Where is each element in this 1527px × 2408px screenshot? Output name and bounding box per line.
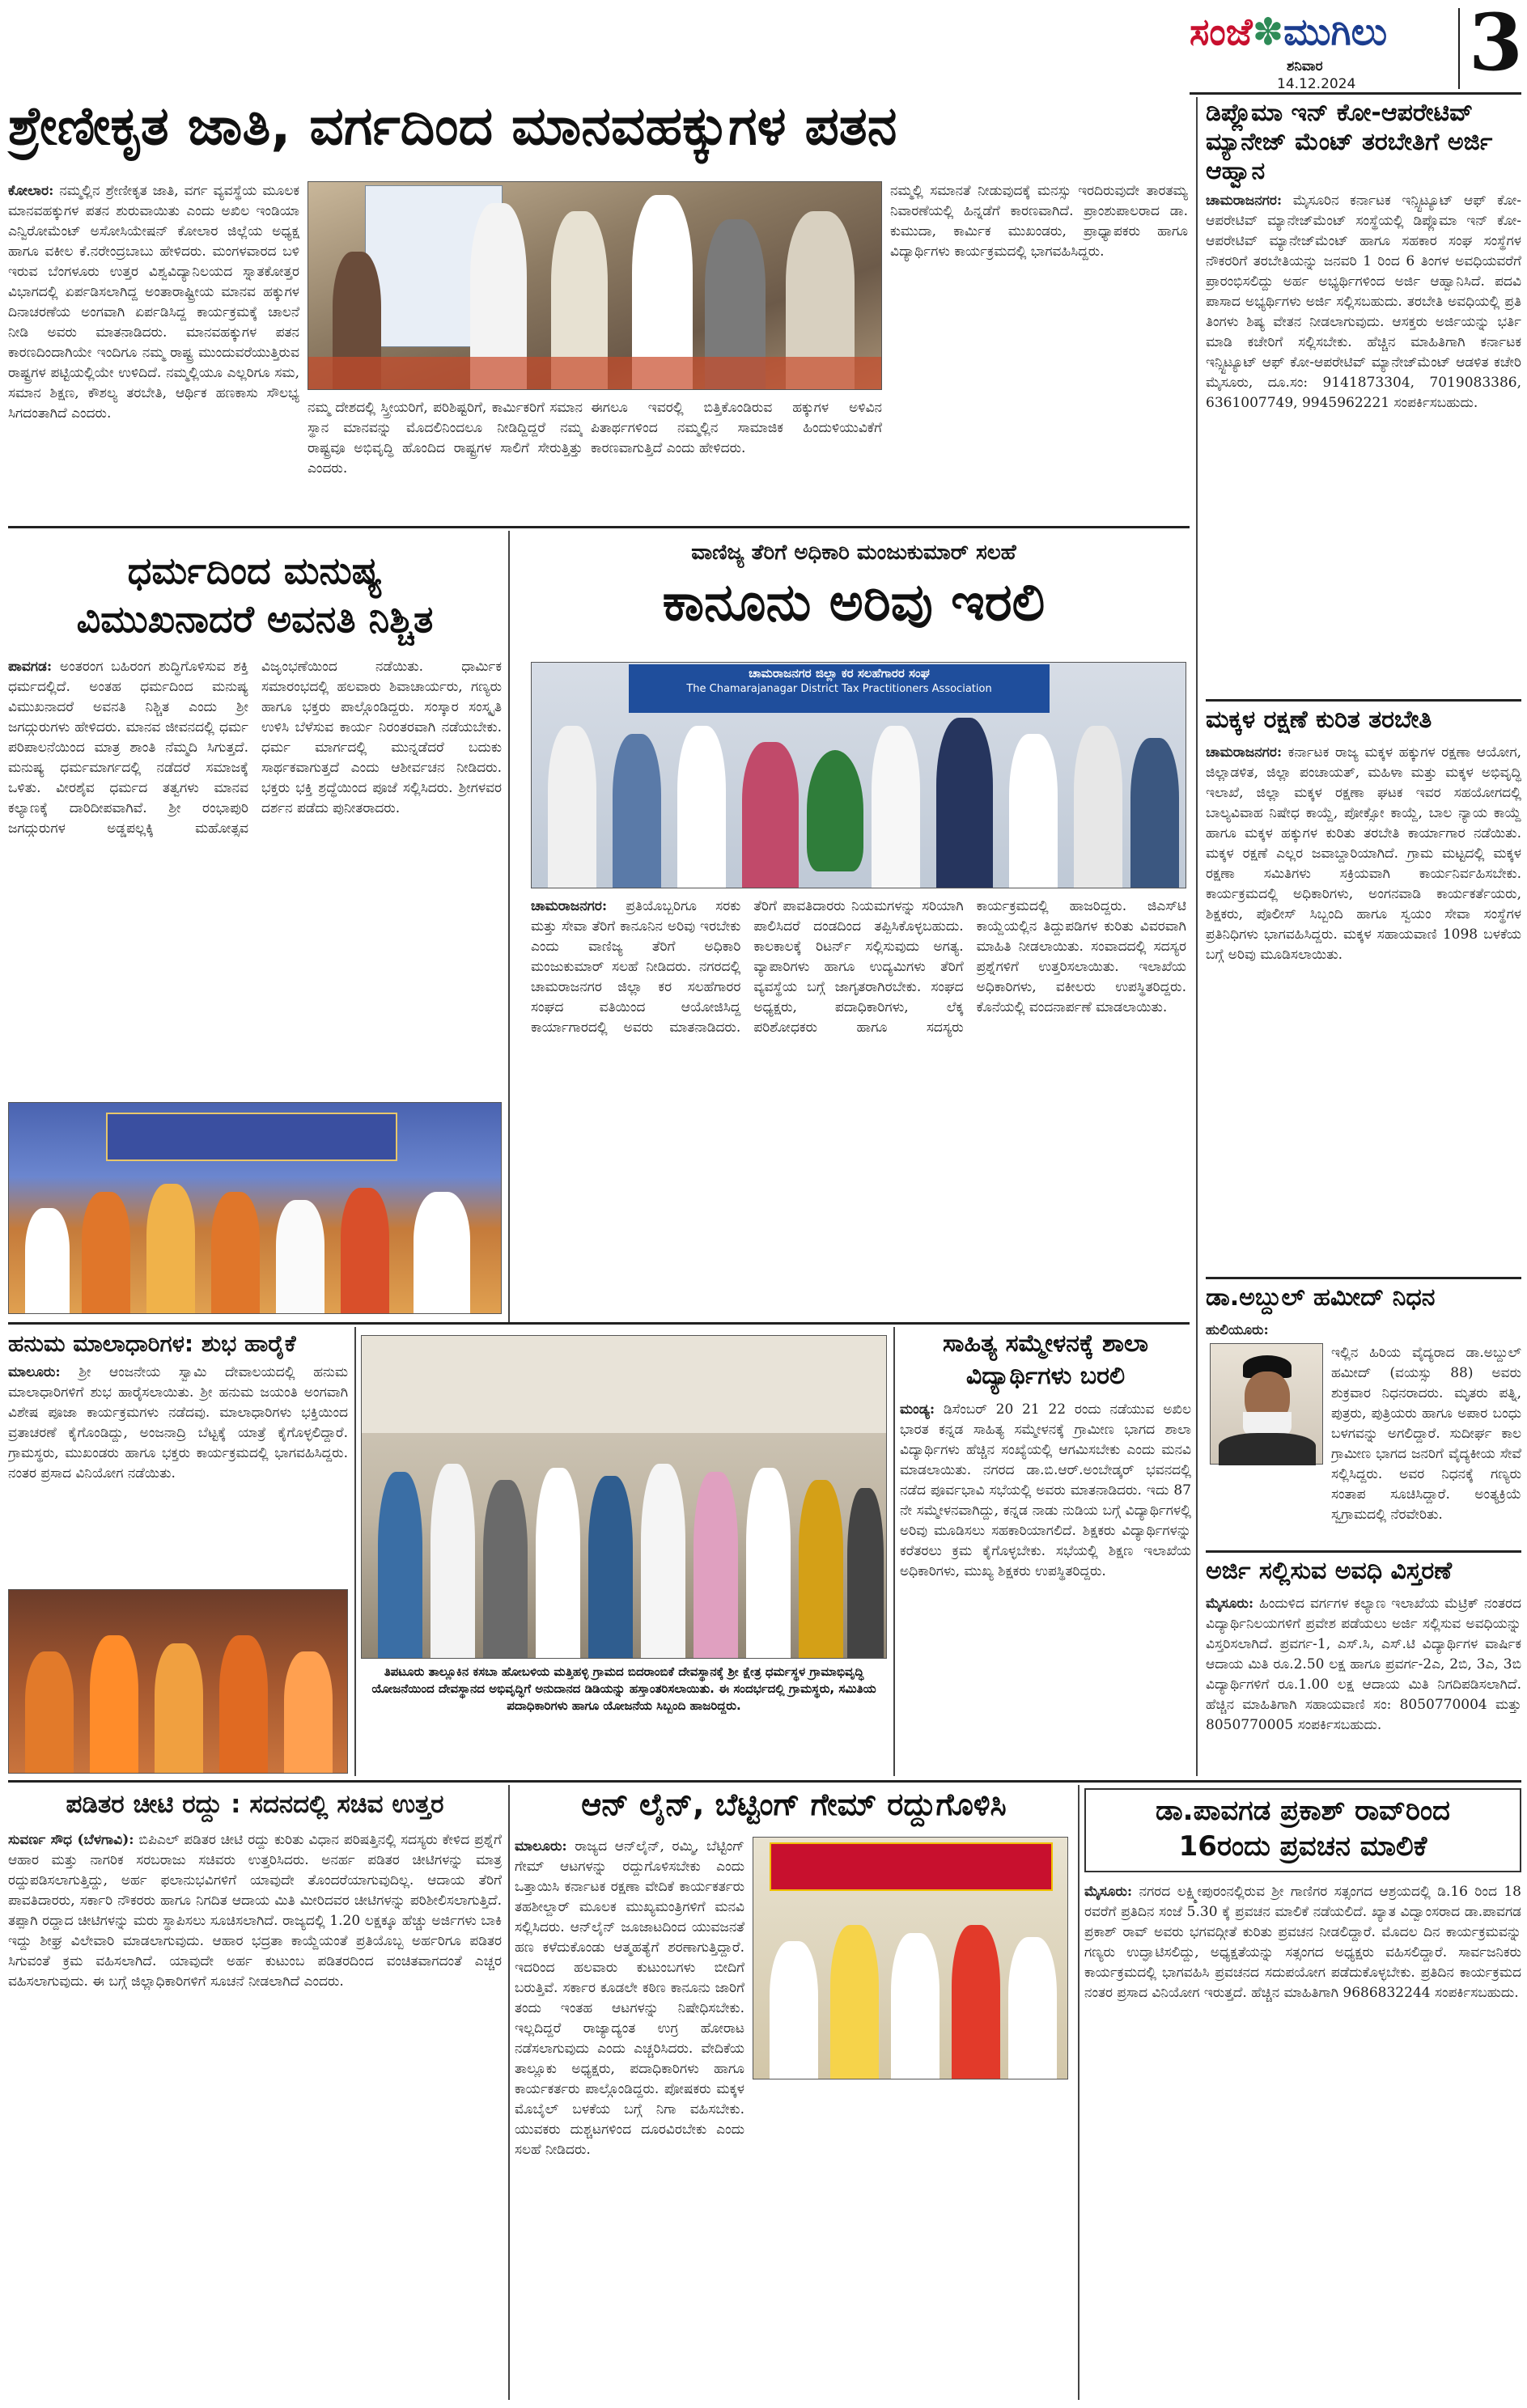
sahitya-body: ಮಂಡ್ಯ: ಡಿಸೆಂಬರ್ 20 21 22 ರಂದು ನಡೆಯುವ ಅಖಿಲ ಭಾರತ ಕನ್ನಡ ಸಾಹಿತ್ಯ ಸಮ್ಮೇಳನಕ್ಕೆ ಗ್ರಾಮೀಣ ಭಾಗದ ಶಾಲಾ ವಿದ್ಯಾರ್ಥಿಗಳು ಹೆಚ್ಚಿನ ಸಂಖ್ಯೆಯಲ್ಲಿ ಆಗಮಿಸಬೇಕು ಎಂದು ಮನವಿ ಮಾಡಲಾಯಿತು. ನಗರದ ಡಾ.ಬಿ.ಆರ್.ಅಂಬೇಡ್ಕರ್ ಭವನದಲ್ಲಿ ನಡೆದ ಪೂರ್ವಭಾವಿ ಸಭೆಯಲ್ಲಿ ಅವರು ಮಾತನಾಡಿದರು. ಇದು 87 ನೇ ಸಮ್ಮೇಳನವಾಗಿದ್ದು, ಕನ್ನಡ ನಾಡು ನುಡಿಯ ಬಗ್ಗೆ ವಿದ್ಯಾರ್ಥಿಗಳಲ್ಲಿ ಅರಿವು ಮೂಡಿಸಲು ಸಹಕಾರಿಯಾಗಲಿದೆ. ಶಿಕ್ಷಕರು ವಿದ್ಯಾರ್ಥಿಗಳನ್ನು ಕರೆತರಲು ಕ್ರಮ ಕೈಗೊಳ್ಳಬೇಕು. ಸಭೆಯಲ್ಲಿ ಶಿಕ್ಷಣ ಇಲಾಖೆಯ ಅಧಿಕಾರಿಗಳು, ಮುಖ್ಯ ಶಿಕ್ಷಕರು ಉಪಸ್ಥಿತರಿದ್ದರು. [900,1401,1191,1579]
lead-col1: ಕೋಲಾರ: ನಮ್ಮಲ್ಲಿನ ಶ್ರೇಣೀಕೃತ ಜಾತಿ, ವರ್ಗ ವ್ಯವಸ್ಥೆಯ ಮೂಲಕ ಮಾನವಹಕ್ಕುಗಳ ಪತನ ಶುರುವಾಯಿತು ಎಂದು ಅಖಿಲ ಇಂಡಿಯಾ ಎನ್ವಿರೋಮೆಂಟ್ ಅಸೋಸಿಯೇಷನ್ ಕೋಲಾರ ಜಿಲ್ಲೆಯ ಅಧ್ಯಕ್ಷ ಹಾಗೂ ವಕೀಲ ಕೆ.ನರೇಂದ್ರಬಾಬು ಹೇಳಿದರು. ಮಂಗಳವಾರದ ಬಳಿ ಇರುವ ಬೆಂಗಳೂರು ಉತ್ತರ ವಿಶ್ವವಿದ್ಯಾನಿಲಯದ ಸ್ನಾತಕೋತ್ತರ ವಿಭಾಗದಲ್ಲಿ ಏರ್ಪಡಿಸಲಾಗಿದ್ದ ಅಂತಾರಾಷ್ಟ್ರೀಯ ಮಾನವ ಹಕ್ಕುಗಳ ದಿನಾಚರಣೆಯ ಅಂಗವಾಗಿ ಏರ್ಪಡಿಸಿದ್ದ ಕಾರ್ಯಕ್ರಮಕ್ಕೆ ಚಾಲನೆ ನೀಡಿ ಅವರು ಮಾತನಾಡಿದರು. ಮಾನವಹಕ್ಕುಗಳ ಪತನ ಕಾರಣದಿಂದಾಗಿಯೇ ಇಂದಿಗೂ ನಮ್ಮ ರಾಷ್ಟ್ರ ಮುಂದುವರೆಯುತ್ತಿರುವ ರಾಷ್ಟ್ರಗಳ ಪಟ್ಟಿಯಲ್ಲಿಯೇ ಉಳಿದಿದೆ. ನಮ್ಮಲ್ಲಿಯೂ ಎಲ್ಲರಿಗೂ ಸಮ, ಸಮಾನ ಶಿಕ್ಷಣ, ಕೌಶಲ್ಯ ತರಬೇತಿ, ಆರ್ಥಿಕ ಹಣಕಾಸು ಸೌಲಭ್ಯ ಸಿಗದಂತಾಗಿದೆ ಎಂದರು. [8,183,299,422]
divider-obituary [1206,1550,1521,1553]
arji-body: ಮೈಸೂರು: ಹಿಂದುಳಿದ ವರ್ಗಗಳ ಕಲ್ಯಾಣ ಇಲಾಖೆಯ ಮೆಟ್ರಿಕ್ ನಂತರದ ವಿದ್ಯಾರ್ಥಿನಿಲಯಗಳಿಗೆ ಪ್ರವೇಶ ಪಡೆಯಲು ಅರ್ಜಿ ಸಲ್ಲಿಸುವ ಅವಧಿಯನ್ನು ವಿಸ್ತರಿಸಲಾಗಿದೆ. ಪ್ರವರ್ಗ-1, ಎಸ್.ಸಿ, ಎಸ್.ಟಿ ವಿದ್ಯಾರ್ಥಿಗಳ ವಾರ್ಷಿಕ ಆದಾಯ ಮಿತಿ ರೂ.2.50 ಲಕ್ಷ ಹಾಗೂ ಪ್ರವರ್ಗ-2ಎ, 2ಬಿ, 3ಎ, 3ಬಿ ವಿದ್ಯಾರ್ಥಿಗಳಿಗೆ ರೂ.1.00 ಲಕ್ಷ ಆದಾಯ ಮಿತಿ ನಿಗದಿಪಡಿಸಲಾಗಿದೆ. ಹೆಚ್ಚಿನ ಮಾಹಿತಿಗಾಗಿ ಸಹಾಯವಾಣಿ ಸಂ: 8050770004 ಮತ್ತು 8050770005 ಸಂಪರ್ಕಿಸಬಹುದು. [1206,1596,1521,1733]
dharma-rule [508,531,510,1322]
obituary-portrait [1210,1343,1323,1465]
divider-lead [8,526,1190,528]
online-body: ಮಾಲೂರು: ರಾಜ್ಯದ ಆನ್‌ಲೈನ್, ರಮ್ಮಿ, ಬೆಟ್ಟಿಂಗ್ ಗೇಮ್ ಆಟಗಳನ್ನು ರದ್ದುಗೊಳಿಸಬೇಕು ಎಂದು ಒತ್ತಾಯಿಸಿ ಕರ್ನಾಟಕ ರಕ್ಷಣಾ ವೇದಿಕೆ ಕಾರ್ಯಕರ್ತರು ತಹಶೀಲ್ದಾರ್ ಮೂಲಕ ಮುಖ್ಯಮಂತ್ರಿಗಳಿಗೆ ಮನವಿ ಸಲ್ಲಿಸಿದರು. ಆನ್‌ಲೈನ್ ಜೂಜಾಟದಿಂದ ಯುವಜನತೆ ಹಣ ಕಳೆದುಕೊಂಡು ಆತ್ಮಹತ್ಯೆಗೆ ಶರಣಾಗುತ್ತಿದ್ದಾರೆ. ಇದರಿಂದ ಹಲವಾರು ಕುಟುಂಬಗಳು ಬೀದಿಗೆ ಬರುತ್ತಿವೆ. ಸರ್ಕಾರ ಕೂಡಲೇ ಕಠಿಣ ಕಾನೂನು ಜಾರಿಗೆ ತಂದು ಇಂತಹ ಆಟಗಳನ್ನು ನಿಷೇಧಿಸಬೇಕು. ಇಲ್ಲದಿದ್ದರೆ ರಾಜ್ಯಾದ್ಯಂತ ಉಗ್ರ ಹೋರಾಟ ನಡೆಸಲಾಗುವುದು ಎಂದು ಎಚ್ಚರಿಸಿದರು. ವೇದಿಕೆಯ ತಾಲ್ಲೂಕು ಅಧ್ಯಕ್ಷರು, ಪದಾಧಿಕಾರಿಗಳು ಹಾಗೂ ಕಾರ್ಯಕರ್ತರು ಪಾಲ್ಗೊಂಡಿದ್ದರು. ಪೋಷಕರು ಮಕ್ಕಳ ಮೊಬೈಲ್ ಬಳಕೆಯ ಬಗ್ಗೆ ನಿಗಾ ವಹಿಸಬೇಕು. ಯುವಕರು ದುಶ್ಚಟಗಳಿಂದ ದೂರವಿರಬೇಕು ಎಂದು ಸಲಹೆ ನೀಡಿದರು. [515,1838,744,2158]
lead-photo [308,181,882,390]
makkala-headline: ಮಕ್ಕಳ ರಕ್ಷಣೆ ಕುರಿತ ತರಬೇತಿ [1206,706,1432,734]
issue-date: 14.12.2024 [1277,76,1356,92]
sahitya-headline-1: ಸಾಹಿತ್ಯ ಸಮ್ಮೇಳನಕ್ಕೆ ಶಾಲಾ [942,1329,1149,1358]
masthead-divider [1458,8,1460,89]
obituary-body-top: ಹುಲಿಯೂರು: [1206,1322,1269,1338]
kanoonu-headline: ಕಾನೂನು ಅರಿವು ಇರಲಿ [662,573,1046,633]
divider-middle [8,1322,1190,1325]
online-photo [753,1837,1068,2079]
page-number: 3 [1469,0,1523,88]
dharma-headline-2: ವಿಮುಖನಾದರೆ ಅವನತಿ ನಿಶ್ಚಿತ [76,597,434,641]
center-photo [361,1335,887,1659]
sahitya-headline-2: ವಿದ್ಯಾರ್ಥಿಗಳು ಬರಲಿ [965,1362,1126,1390]
obituary-body: ಇಲ್ಲಿನ ಹಿರಿಯ ವೈದ್ಯರಾದ ಡಾ.ಅಬ್ದುಲ್ ಹಮೀದ್ (ವಯಸ್ಸು 88) ಅವರು ಶುಕ್ರವಾರ ನಿಧನರಾದರು. ಮೃತರು ಪತ್ನಿ, ಪುತ್ರರು, ಪುತ್ರಿಯರು ಹಾಗೂ ಅಪಾರ ಬಂಧು ಬಳಗವನ್ನು ಅಗಲಿದ್ದಾರೆ. ಸುದೀರ್ಘ ಕಾಲ ಗ್ರಾಮೀಣ ಭಾಗದ ಜನರಿಗೆ ವೈದ್ಯಕೀಯ ಸೇವೆ ಸಲ್ಲಿಸಿದ್ದರು. ಅವರ ನಿಧನಕ್ಕೆ ಗಣ್ಯರು ಸಂತಾಪ ಸೂಚಿಸಿದ್ದಾರೆ. ಅಂತ್ಯಕ್ರಿಯೆ ಸ್ವಗ್ರಾಮದಲ್ಲಿ ನೆರವೇರಿತು. [1331,1345,1521,1523]
lead-col3: ಈಗಲೂ ಇವರಲ್ಲಿ ಬಿತ್ತಿಕೊಂಡಿರುವ ಹಕ್ಕುಗಳ ಅಳಿವಿನ ಪಿತಾರ್ಥಗಳಿಂದ ನಮ್ಮಲ್ಲಿನ ಸಾಮಾಜಿಕ ಹಿಂದುಳಿಯುವಿಕೆಗೆ ಕಾರಣವಾಗುತ್ತಿದೆ ಎಂದು ಹೇಳಿದರು. [591,400,882,456]
divider-diploma [1206,699,1521,702]
pavagada-headline-2: 16ರಂದು ಪ್ರವಚನ ಮಾಲಿಕೆ [1178,1830,1427,1863]
dharma-headline-1: ಧರ್ಮದಿಂದ ಮನುಷ್ಯ [127,549,383,592]
kanoonu-photo [531,662,1186,888]
online-headline: ಆನ್ ಲೈನ್, ಬೆಟ್ಟಿಂಗ್ ಗೇಮ್ ರದ್ದುಗೊಳಿಸಿ [581,1787,1007,1822]
divider-makkala [1206,1277,1521,1279]
issue-day: ಶನಿವಾರ [1287,58,1323,74]
diploma-headline: ಡಿಪ್ಲೊಮಾ ಇನ್ ಕೋ-ಆಪರೇಟಿವ್ ಮ್ಯಾನೇಜ್ ಮೆಂಟ್ ತರಬೇತಿಗೆ ಅರ್ಜಿ ಆಹ್ವಾನ [1206,99,1493,185]
kanoonu-kicker: ವಾಣಿಜ್ಯ ತೆರಿಗೆ ಅಧಿಕಾರಿ ಮಂಜುಕುಮಾರ್ ಸಲಹೆ [691,541,1016,565]
dharma-body: ಪಾವಗಡ: ಅಂತರಂಗ ಬಹಿರಂಗ ಶುದ್ಧಿಗೊಳಿಸುವ ಶಕ್ತಿ ಧರ್ಮದಲ್ಲಿದೆ. ಅಂತಹ ಧರ್ಮದಿಂದ ಮನುಷ್ಯ ವಿಮುಖನಾದರೆ ಅವನತಿ ನಿಶ್ಚಿತ ಎಂದು ಶ್ರೀ ಜಗದ್ಗುರುಗಳು ಹೇಳಿದರು. ಮಾನವ ಜೀವನದಲ್ಲಿ ಧರ್ಮ ಪರಿಪಾಲನೆಯಿಂದ ಮಾತ್ರ ಶಾಂತಿ ನೆಮ್ಮದಿ ಸಿಗುತ್ತದೆ. ಮನುಷ್ಯ ಧರ್ಮಮಾರ್ಗದಲ್ಲಿ ನಡೆದರೆ ಸಮಾಜಕ್ಕೆ ಒಳಿತು. ವೀರಶೈವ ಧರ್ಮದ ತತ್ವಗಳು ಮಾನವ ಕಲ್ಯಾಣಕ್ಕೆ ದಾರಿದೀಪವಾಗಿವೆ. ಶ್ರೀ ರಂಭಾಪುರಿ ಜಗದ್ಗುರುಗಳ ಅಡ್ಡಪಲ್ಲಕ್ಕಿ ಮಹೋತ್ಸವ ವಿಜೃಂಭಣೆಯಿಂದ ನಡೆಯಿತು. ಧಾರ್ಮಿಕ ಸಮಾರಂಭದಲ್ಲಿ ಹಲವಾರು ಶಿವಾಚಾರ್ಯರು, ಗಣ್ಯರು ಹಾಗೂ ಭಕ್ತರು ಪಾಲ್ಗೊಂಡಿದ್ದರು. ಸಂಸ್ಕಾರ ಸಂಸ್ಕೃತಿ ಉಳಿಸಿ ಬೆಳೆಸುವ ಕಾರ್ಯ ನಿರಂತರವಾಗಿ ನಡೆಯಬೇಕು. ಧರ್ಮ ಮಾರ್ಗದಲ್ಲಿ ಮುನ್ನಡೆದರೆ ಬದುಕು ಸಾರ್ಥಕವಾಗುತ್ತದೆ ಎಂದು ಆಶೀರ್ವಚನ ನೀಡಿದರು. ಭಕ್ತರು ಭಕ್ತಿ ಶ್ರದ್ಧೆಯಿಂದ ಪೂಜೆ ಸಲ್ಲಿಸಿದರು. ಶ್ರೀಗಳವರ ದರ್ಶನ ಪಡೆದು ಪುನೀತರಾದರು. [8,659,502,837]
arji-headline: ಅರ್ಜಿ ಸಲ್ಲಿಸುವ ಅವಧಿ ವಿಸ್ತರಣೆ [1206,1557,1453,1585]
pavagada-headline-1: ಡಾ.ಪಾವಗಡ ಪ್ರಕಾಶ್ ರಾವ್‌ರಿಂದ [1156,1795,1450,1827]
paditara-headline: ಪಡಿತರ ಚೀಟಿ ರದ್ದು : ಸದನದಲ್ಲಿ ಸಚಿವ ಉತ್ತರ [66,1790,444,1819]
kanoonu-body: ಚಾಮರಾಜನಗರ: ಪ್ರತಿಯೊಬ್ಬರಿಗೂ ಸರಕು ಮತ್ತು ಸೇವಾ ತೆರಿಗೆ ಕಾನೂನಿನ ಅರಿವು ಇರಬೇಕು ಎಂದು ವಾಣಿಜ್ಯ ತೆರಿಗೆ ಅಧಿಕಾರಿ ಮಂಜುಕುಮಾರ್ ಸಲಹೆ ನೀಡಿದರು. ನಗರದಲ್ಲಿ ಚಾಮರಾಜನಗರ ಜಿಲ್ಲಾ ಕರ ಸಲಹೆಗಾರರ ಸಂಘದ ವತಿಯಿಂದ ಆಯೋಜಿಸಿದ್ದ ಕಾರ್ಯಾಗಾರದಲ್ಲಿ ಅವರು ಮಾತನಾಡಿದರು. ತೆರಿಗೆ ಪಾವತಿದಾರರು ನಿಯಮಗಳನ್ನು ಸರಿಯಾಗಿ ಪಾಲಿಸಿದರೆ ದಂಡದಿಂದ ತಪ್ಪಿಸಿಕೊಳ್ಳಬಹುದು. ಕಾಲಕಾಲಕ್ಕೆ ರಿಟರ್ನ್ ಸಲ್ಲಿಸುವುದು ಅಗತ್ಯ. ವ್ಯಾಪಾರಿಗಳು ಹಾಗೂ ಉದ್ಯಮಿಗಳು ತೆರಿಗೆ ವ್ಯವಸ್ಥೆಯ ಬಗ್ಗೆ ಜಾಗೃತರಾಗಿರಬೇಕು. ಸಂಘದ ಅಧ್ಯಕ್ಷರು, ಪದಾಧಿಕಾರಿಗಳು, ಲೆಕ್ಕ ಪರಿಶೋಧಕರು ಹಾಗೂ ಸದಸ್ಯರು ಕಾರ್ಯಕ್ರಮದಲ್ಲಿ ಹಾಜರಿದ್ದರು. ಜಿಎಸ್‌ಟಿ ಕಾಯ್ದೆಯಲ್ಲಿನ ತಿದ್ದುಪಡಿಗಳ ಕುರಿತು ವಿವರವಾಗಿ ಮಾಹಿತಿ ನೀಡಲಾಯಿತು. ಸಂವಾದದಲ್ಲಿ ಸದಸ್ಯರ ಪ್ರಶ್ನೆಗಳಿಗೆ ಉತ್ತರಿಸಲಾಯಿತು. ಇಲಾಖೆಯ ಅಧಿಕಾರಿಗಳು, ವಕೀಲರು ಉಪಸ್ಥಿತರಿದ್ದರು. ಕೊನೆಯಲ್ಲಿ ವಂದನಾರ್ಪಣೆ ಮಾಡಲಾಯಿತು. [531,898,1186,1036]
brand-part2: ಮುಗಿಲು [1283,10,1388,53]
hanuma-photo [8,1589,348,1774]
diploma-body: ಚಾಮರಾಜನಗರ: ಮೈಸೂರಿನ ಕರ್ನಾಟಕ ಇನ್ಸ್ಟಿಟ್ಯೂಟ್ ಆಫ್ ಕೋ-ಆಪರೇಟಿವ್ ಮ್ಯಾನೇಜ್‌ಮೆಂಟ್ ಸಂಸ್ಥೆಯಲ್ಲಿ ಡಿಪ್ಲೊಮಾ ಇನ್ ಕೋ-ಆಪರೇಟಿವ್ ಮ್ಯಾನೇಜ್‌ಮೆಂಟ್ ಹಾಗೂ ಸಹಕಾರ ಸಂಘ ಸಂಸ್ಥೆಗಳ ನೌಕರರಿಗೆ ತರಬೇತಿಯನ್ನು ಜನವರಿ 1 ರಿಂದ 6 ತಿಂಗಳ ಅವಧಿಯವರೆಗೆ ಪ್ರಾರಂಭಿಸಲಿದ್ದು ಅರ್ಹ ಅಭ್ಯರ್ಥಿಗಳಿಂದ ಅರ್ಜಿ ಆಹ್ವಾನಿಸಿದೆ. ಪದವಿ ಪಾಸಾದ ಅಭ್ಯರ್ಥಿಗಳು ಅರ್ಜಿ ಸಲ್ಲಿಸಬಹುದು. ತರಬೇತಿ ಅವಧಿಯಲ್ಲಿ ಪ್ರತಿ ತಿಂಗಳು ಶಿಷ್ಯ ವೇತನ ನೀಡಲಾಗುವುದು. ಆಸಕ್ತರು ಅರ್ಜಿಯನ್ನು ಭರ್ತಿ ಮಾಡಿ ಕಚೇರಿಗೆ ಸಲ್ಲಿಸಬೇಕು. ಹೆಚ್ಚಿನ ಮಾಹಿತಿಗಾಗಿ ಕರ್ನಾಟಕ ಇನ್ಸ್ಟಿಟ್ಯೂಟ್ ಆಫ್ ಕೋ-ಆಪರೇಟಿವ್ ಮ್ಯಾನೇಜ್‌ಮೆಂಟ್ ಆಡಳಿತ ಕಚೇರಿ ಮೈಸೂರು, ದೂ.ಸಂ: 9141873304, 7019083386, 6361007749, 9945962221 ಸಂಪರ್ಕಿಸಬಹುದು. [1206,193,1521,411]
divider-bottom [8,1780,1521,1783]
pavagada-body: ಮೈಸೂರು: ನಗರದ ಲಕ್ಷ್ಮೀಪುರಂನಲ್ಲಿರುವ ಶ್ರೀ ಗಾಣಿಗರ ಸತ್ಸಂಗದ ಆಶ್ರಯದಲ್ಲಿ ಡಿ.16 ರಿಂದ 18 ರವರೆಗೆ ಪ್ರತಿದಿನ ಸಂಜೆ 5.30 ಕ್ಕೆ ಪ್ರವಚನ ಮಾಲಿಕೆ ನಡೆಯಲಿದೆ. ಖ್ಯಾತ ವಿದ್ವಾಂಸರಾದ ಡಾ.ಪಾವಗಡ ಪ್ರಕಾಶ್ ರಾವ್ ಅವರು ಭಗವದ್ಗೀತೆ ಕುರಿತು ಪ್ರವಚನ ನೀಡಲಿದ್ದಾರೆ. ಮೊದಲ ದಿನ ಕಾರ್ಯಕ್ರಮವನ್ನು ಗಣ್ಯರು ಉದ್ಘಾಟಿಸಲಿದ್ದು, ಅಧ್ಯಕ್ಷತೆಯನ್ನು ಸತ್ಸಂಗದ ಅಧ್ಯಕ್ಷರು ವಹಿಸಲಿದ್ದಾರೆ. ಸಾರ್ವಜನಿಕರು ಕಾರ್ಯಕ್ರಮದಲ್ಲಿ ಭಾಗವಹಿಸಿ ಪ್ರವಚನದ ಸದುಪಯೋಗ ಪಡೆದುಕೊಳ್ಳಬೇಕು. ಪ್ರತಿದಿನ ಕಾರ್ಯಕ್ರಮದ ನಂತರ ಪ್ರಸಾದ ವಿನಿಯೋಗ ಇರುತ್ತದೆ. ಹೆಚ್ಚಿನ ಮಾಹಿತಿಗಾಗಿ 9686832244 ಸಂಪರ್ಕಿಸಬಹುದು. [1084,1884,1521,2001]
lead-col2: ನಮ್ಮ ದೇಶದಲ್ಲಿ ಸ್ತ್ರೀಯರಿಗೆ, ಪರಿಶಿಷ್ಟರಿಗೆ, ಕಾರ್ಮಿಕರಿಗೆ ಸಮಾನ ಸ್ಥಾನ ಮಾನವನ್ನು ಮೊದಲಿನಿಂದಲೂ ನೀಡಿದ್ದಿದ್ದರೆ ನಮ್ಮ ರಾಷ್ಟ್ರವೂ ಅಭಿವೃದ್ಧಿ ಹೊಂದಿದ ರಾಷ್ಟ್ರಗಳ ಸಾಲಿಗೆ ಸೇರುತ್ತಿತ್ತು ಎಂದರು. [308,400,583,477]
dharma-photo [8,1102,502,1314]
lead-col4: ನಮ್ಮಲ್ಲಿ ಸಮಾನತೆ ನೀಡುವುದಕ್ಕೆ ಮನಸ್ಸು ಇರದಿರುವುದೇ ತಾರತಮ್ಯ ನಿವಾರಣೆಯಲ್ಲಿ ಹಿನ್ನಡೆಗೆ ಕಾರಣವಾಗಿದೆ. ಪ್ರಾಂಶುಪಾಲರಾದ ಡಾ. ಕುಮುದಾ, ಕಾರ್ಮಿಕ ಮುಖಂಡರು, ಪ್ರಾಧ್ಯಾಪಕರು ಹಾಗೂ ವಿದ್ಯಾರ್ಥಿಗಳು ಕಾರ್ಯಕ್ರಮದಲ್ಲಿ ಭಾಗವಹಿಸಿದ್ದರು. [890,183,1188,260]
makkala-body: ಚಾಮರಾಜನಗರ: ಕರ್ನಾಟಕ ರಾಜ್ಯ ಮಕ್ಕಳ ಹಕ್ಕುಗಳ ರಕ್ಷಣಾ ಆಯೋಗ, ಜಿಲ್ಲಾಡಳಿತ, ಜಿಲ್ಲಾ ಪಂಚಾಯತ್, ಮಹಿಳಾ ಮತ್ತು ಮಕ್ಕಳ ಅಭಿವೃದ್ಧಿ ಇಲಾಖೆ, ಜಿಲ್ಲಾ ಮಕ್ಕಳ ರಕ್ಷಣಾ ಘಟಕ ಇವರ ಸಹಯೋಗದಲ್ಲಿ ಬಾಲ್ಯವಿವಾಹ ನಿಷೇಧ ಕಾಯ್ದೆ, ಪೋಕ್ಸೋ ಕಾಯ್ದೆ, ಬಾಲ ನ್ಯಾಯ ಕಾಯ್ದೆ ಹಾಗೂ ಮಕ್ಕಳ ಹಕ್ಕುಗಳ ಕುರಿತು ತರಬೇತಿ ಕಾರ್ಯಾಗಾರ ನಡೆಯಿತು. ಮಕ್ಕಳ ರಕ್ಷಣೆ ಎಲ್ಲರ ಜವಾಬ್ದಾರಿಯಾಗಿದೆ. ಗ್ರಾಮ ಮಟ್ಟದಲ್ಲಿ ಮಕ್ಕಳ ರಕ್ಷಣಾ ಸಮಿತಿಗಳು ಸಕ್ರಿಯವಾಗಿ ಕಾರ್ಯನಿರ್ವಹಿಸಬೇಕು. ಕಾರ್ಯಕ್ರಮದಲ್ಲಿ ಅಧಿಕಾರಿಗಳು, ಅಂಗನವಾಡಿ ಕಾರ್ಯಕರ್ತೆಯರು, ಶಿಕ್ಷಕರು, ಪೊಲೀಸ್ ಸಿಬ್ಬಂದಿ ಹಾಗೂ ಸ್ವಯಂ ಸೇವಾ ಸಂಸ್ಥೆಗಳ ಪ್ರತಿನಿಧಿಗಳು ಭಾಗವಹಿಸಿದ್ದರು. ಮಕ್ಕಳ ಸಹಾಯವಾಣಿ 1098 ಬಳಕೆಯ ಬಗ್ಗೆ ಅರಿವು ಮೂಡಿಸಲಾಯಿತು. [1206,744,1521,963]
hanuma-rule [354,1327,356,1776]
brand-part1: ಸಂಜೆ [1190,10,1253,53]
masthead-rule [1190,92,1521,95]
paditara-rule [508,1785,510,2400]
online-rule [1078,1785,1080,2400]
paditara-body: ಸುವರ್ಣ ಸೌಧ (ಬೆಳಗಾವಿ): ಬಿಪಿಎಲ್ ಪಡಿತರ ಚೀಟಿ ರದ್ದು ಕುರಿತು ವಿಧಾನ ಪರಿಷತ್ತಿನಲ್ಲಿ ಸದಸ್ಯರು ಕೇಳಿದ ಪ್ರಶ್ನೆಗೆ ಆಹಾರ ಮತ್ತು ನಾಗರಿಕ ಸರಬರಾಜು ಸಚಿವರು ಉತ್ತರಿಸಿದರು. ಅನರ್ಹ ಪಡಿತರ ಚೀಟಿಗಳನ್ನು ಮಾತ್ರ ರದ್ದುಪಡಿಸಲಾಗುತ್ತಿದ್ದು, ಅರ್ಹ ಫಲಾನುಭವಿಗಳಿಗೆ ಯಾವುದೇ ತೊಂದರೆಯಾಗುವುದಿಲ್ಲ. ಆದಾಯ ತೆರಿಗೆ ಪಾವತಿದಾರರು, ಸರ್ಕಾರಿ ನೌಕರರು ಹಾಗೂ ನಿಗದಿತ ಆದಾಯ ಮಿತಿ ಮೀರಿದವರ ಚೀಟಿಗಳನ್ನು ಪರಿಶೀಲಿಸಲಾಗುತ್ತಿದೆ. ತಪ್ಪಾಗಿ ರದ್ದಾದ ಚೀಟಿಗಳನ್ನು ಮರು ಸ್ಥಾಪಿಸಲು ಸೂಚಿಸಲಾಗಿದೆ. ರಾಜ್ಯದಲ್ಲಿ 1.20 ಲಕ್ಷಕ್ಕೂ ಹೆಚ್ಚು ಅರ್ಜಿಗಳು ಬಾಕಿ ಇದ್ದು ಶೀಘ್ರ ವಿಲೇವಾರಿ ಮಾಡಲಾಗುವುದು. ಆಹಾರ ಭದ್ರತಾ ಕಾಯ್ದೆಯಂತೆ ಪ್ರತಿಯೊಬ್ಬ ಅರ್ಹರಿಗೂ ಪಡಿತರ ಸಿಗುವಂತೆ ಕ್ರಮ ವಹಿಸಲಾಗಿದೆ. ಯಾವುದೇ ಅರ್ಹ ಕುಟುಂಬ ಪಡಿತರದಿಂದ ವಂಚಿತವಾಗದಂತೆ ಎಚ್ಚರ ವಹಿಸಲಾಗುವುದು. ಈ ಬಗ್ಗೆ ಜಿಲ್ಲಾಧಿಕಾರಿಗಳಿಗೆ ಸೂಚನೆ ನೀಡಲಾಗಿದೆ ಎಂದರು. [8,1832,502,1990]
sidebar-rule [1196,97,1198,1776]
lead-headline: ಶ್ರೇಣೀಕೃತ ಜಾತಿ, ವರ್ಗದಿಂದ ಮಾನವಹಕ್ಕುಗಳ ಪತನ [8,95,897,157]
obituary-headline: ಡಾ.ಅಬ್ದುಲ್ ಹಮೀದ್ ನಿಧನ [1206,1283,1436,1312]
masthead [1190,0,1523,94]
center-photo-caption: ತಿಪಟೂರು ತಾಲ್ಲೂಕಿನ ಕಸಬಾ ಹೋಬಳಿಯ ಮತ್ತಿಹಳ್ಳಿ ಗ್ರಾಮದ ಬಿದರಾಂಬಿಕೆ ದೇವಸ್ಥಾನಕ್ಕೆ ಶ್ರೀ ಕ್ಷೇತ್ರ ಧರ್ಮಸ್ಥಳ ಗ್ರಾಮಾಭಿವೃದ್ಧಿ ಯೋಜನೆಯಿಂದ ದೇವಸ್ಥಾನದ ಅಭಿವೃದ್ಧಿಗೆ ಅನುದಾನದ ಡಿಡಿಯನ್ನು ಹಸ್ತಾಂತರಿಸಲಾಯಿತು. ಈ ಸಂದರ್ಭದಲ್ಲಿ ಗ್ರಾಮಸ್ಥರು, ಸಮಿತಿಯ ಪದಾಧಿಕಾರಿಗಳು ಹಾಗೂ ಯೋಜನೆಯ ಸಿಬ್ಬಂದಿ ಹಾಜರಿದ್ದರು. [371,1664,876,1713]
kanoonu-banner: ಚಾಮರಾಜನಗರ ಜಿಲ್ಲಾ ಕರ ಸಲಹೆಗಾರರ ಸಂಘ The Chamarajanagar District Tax Practitioners Association [629,664,1050,713]
brand-logo: ಸಂಜೆ✽ಮುಗಿಲು [1190,10,1388,53]
hanuma-body: ಮಾಲೂರು: ಶ್ರೀ ಆಂಜನೇಯ ಸ್ವಾಮಿ ದೇವಾಲಯದಲ್ಲಿ ಹನುಮ ಮಾಲಾಧಾರಿಗಳಿಗೆ ಶುಭ ಹಾರೈಸಲಾಯಿತು. ಶ್ರೀ ಹನುಮ ಜಯಂತಿ ಅಂಗವಾಗಿ ವಿಶೇಷ ಪೂಜಾ ಕಾರ್ಯಕ್ರಮಗಳು ನಡೆದವು. ಮಾಲಾಧಾರಿಗಳು ಭಕ್ತಿಯಿಂದ ವ್ರತಾಚರಣೆ ಕೈಗೊಂಡಿದ್ದು, ಅಂಜನಾದ್ರಿ ಬೆಟ್ಟಕ್ಕೆ ಯಾತ್ರೆ ಕೈಗೊಳ್ಳಲಿದ್ದಾರೆ. ಗ್ರಾಮಸ್ಥರು, ಮುಖಂಡರು ಹಾಗೂ ಭಕ್ತರು ಕಾರ್ಯಕ್ರಮದಲ್ಲಿ ಭಾಗವಹಿಸಿದ್ದರು. ನಂತರ ಪ್ರಸಾದ ವಿನಿಯೋಗ ನಡೆಯಿತು. [8,1364,348,1482]
hanuma-headline: ಹನುಮ ಮಾಲಾಧಾರಿಗಳ: ಶುಭ ಹಾರೈಕೆ [8,1330,296,1357]
center-rule [893,1327,895,1776]
